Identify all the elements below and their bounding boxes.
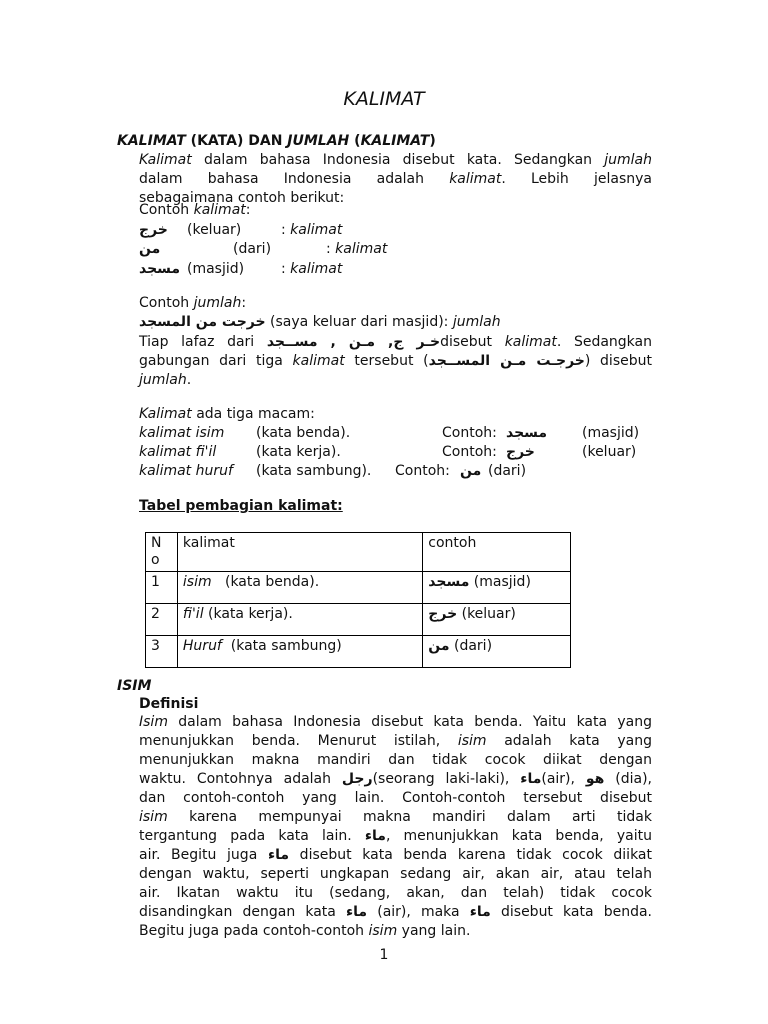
subheading-definisi: Definisi — [139, 696, 199, 712]
contoh-jumlah-label: Contoh jumlah: — [139, 295, 247, 311]
table-row — [146, 572, 571, 604]
page-number: 1 — [379, 947, 389, 963]
intro-paragraph: Kalimat dalam bahasa Indonesia disebut kata. Sedangkan jumlah dalam bahasa Indonesia adalah kalimat. Lebih jelasnya sebagaimana contoh berikut: — [139, 152, 652, 206]
contoh-kalimat-label: Contoh kalimat: — [139, 202, 251, 218]
paragraph-line: tergantung pada kata lain. ماء, menunjukkan kata benda, yaitu — [139, 828, 652, 844]
page-title: KALIMAT — [343, 88, 425, 110]
table-cell-no: 3 — [146, 636, 178, 668]
paragraph-line: disandingkan dengan kata ماء (air), maka ماء disebut kata benda. — [139, 904, 652, 920]
table-cell-no: 1 — [146, 572, 178, 604]
header-cell-contoh: contoh — [423, 533, 571, 572]
table-cell-kalimat: fi'il (kata kerja). — [177, 604, 422, 636]
table-cell-contoh: من (dari) — [423, 636, 571, 668]
section-heading-isim: ISIM — [117, 678, 152, 694]
table-row — [146, 636, 571, 668]
paragraph-line: air. Begitu juga ماء disebut kata benda karena tidak cocok diikat — [139, 847, 652, 863]
table-cell-contoh: خرج (keluar) — [423, 604, 571, 636]
table-cell-kalimat: Huruf (kata sambung) — [177, 636, 422, 668]
jumlah-example: خرجت من المسجد (saya keluar dari masjid): jumlah — [139, 314, 501, 330]
document-page: KALIMAT KALIMAT (KATA) DAN JUMLAH (KALIMAT) Kalimat dalam bahasa Indonesia disebut kata. Sedangkan jumlah dalam bahasa Indonesia adalah kalimat. Lebih jelasnya sebagaimana contoh berikut: Contoh kalimat: خرج (keluar) : kalimat من (dari) : kalimat مسجد (masjid) : kalimat Contoh jumlah: خرجت من المسجد (saya keluar dari masjid): jumlah Tiap lafaz dari خـر ج, مـن , مســجدdisebut kalimat. Sedangkan gabungan dari tiga kalimat tersebut (خرجـت مـن المســجد) disebut jumlah. Kalimat ada tiga macam: kalimat isim (kata benda). Contoh: مسجد (masjid) kalimat fi'il (kata kerja). Contoh: خرج (keluar) kalimat huruf (kata sambung). Contoh: من (dari) Tabel pembagian kalimat: N o kalimat contoh 1 isim (kata benda). مسجد (masjid) 2 fi'il (kata kerja). خرج (keluar) 3 Huruf (kata sambung) من (dari) ISIM Definisi Isim dalam bahasa Indonesia disebut kata benda. Yaitu kata yang menunjukkan benda. Menurut istilah, isim adalah kata yang menunjukkan makna mandiri dan tidak cocok diikat dengan waktu. Contohnya adalah رجل(seorang laki-laki), ماء(air), هو (dia), dan contoh-contoh yang lain. Contoh-contoh tersebut disebut isim karena mempunyai makna mandiri dalam arti tidak tergantung pada kata lain. ماء, menunjukkan kata benda, yaitu air. Begitu juga ماء disebut kata benda karena tidak cocok diikat dengan waktu, seperti ungkapan sedang air, akan air, atau telah air. Ikatan waktu itu (sedang, akan, dan telah) tidak cocok disandingkan dengan kata ماء (air), maka ماء disebut kata benda. Begitu juga pada contoh-contoh isim yang lain. 1 — [0, 0, 768, 1024]
tiga-macam-label: Kalimat ada tiga macam: — [139, 406, 315, 422]
table-row — [146, 604, 571, 636]
kalimat-table — [145, 532, 571, 668]
header-cell-no: N o — [146, 533, 178, 572]
paragraph-line: Isim dalam bahasa Indonesia disebut kata benda. Yaitu kata yang — [139, 714, 652, 730]
paragraph-line: air. Ikatan waktu itu (sedang, akan, dan telah) tidak cocok — [139, 885, 652, 901]
header-cell-kalimat: kalimat — [177, 533, 422, 572]
table-cell-no: 2 — [146, 604, 178, 636]
table-title: Tabel pembagian kalimat: — [139, 498, 343, 514]
table-cell-contoh: مسجد (masjid) — [423, 572, 571, 604]
paragraph-line: isim karena mempunyai makna mandiri dalam arti tidak — [139, 809, 652, 825]
table-header-row — [146, 533, 571, 572]
paragraph-line: dan contoh-contoh yang lain. Contoh-contoh tersebut disebut — [139, 790, 652, 806]
table-cell-kalimat: isim (kata benda). — [177, 572, 422, 604]
tiap-lafaz-paragraph: Tiap lafaz dari خـر ج, مـن , مســجدdisebut kalimat. Sedangkan gabungan dari tiga kalimat tersebut (خرجـت مـن المســجد) disebut jumlah. — [139, 334, 652, 388]
paragraph-line: menunjukkan benda. Menurut istilah, isim adalah kata yang — [139, 733, 652, 749]
isim-definition-paragraph — [139, 713, 652, 941]
paragraph-line: waktu. Contohnya adalah رجل(seorang laki-laki), ماء(air), هو (dia), — [139, 771, 652, 787]
paragraph-line: menunjukkan makna mandiri dan tidak cocok diikat dengan — [139, 752, 652, 768]
section-heading-kalimat: KALIMAT (KATA) DAN JUMLAH (KALIMAT) — [117, 133, 436, 149]
paragraph-line: dengan waktu, seperti ungkapan sedang air, akan air, atau telah — [139, 866, 652, 882]
paragraph-line: Begitu juga pada contoh-contoh isim yang lain. — [139, 923, 471, 939]
